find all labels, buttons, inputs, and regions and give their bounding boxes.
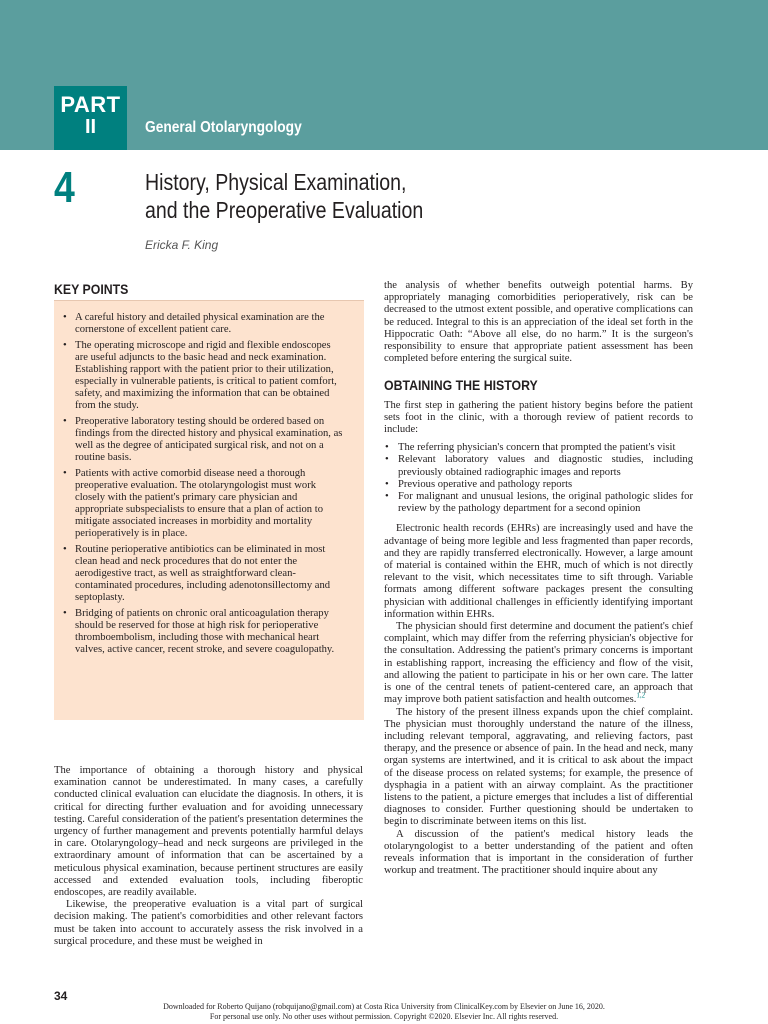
body-paragraph: Likewise, the preoperative evaluation is a vital part of surgical decision making. The patient's comorbidities and other relevant factors must be taken into account to accurately assess the risk involved in a surgical procedure, and these must be weighed in <box>54 899 363 947</box>
key-point-item <box>54 312 364 336</box>
bullet-icon: • <box>63 339 67 351</box>
body-paragraph: The history of the present illness expands upon the chief complaint. The physician must thoroughly understand the nature of the illness, including relevant temporal, aggravating, and relieving factors, past therapy, and the presence or absence of pain. In the head and neck, many organ systems are intertwined, and it is critical to ask about the impact of the disease process on related systems; for example, the presence of dysphagia in a patient with an airway complaint. As the practitioner listens to the patient, a picture emerges that includes a list of differential diagnoses to consider. Further questioning should be undertaken to begin to discriminate between items on this list. <box>384 706 693 828</box>
right-column-body <box>384 280 693 877</box>
key-points-list <box>54 301 364 656</box>
author: Ericka F. King <box>145 238 219 252</box>
list-item-text: Previous operative and pathology reports <box>398 478 573 490</box>
footer <box>0 1002 768 1021</box>
key-point-text: The operating microscope and rigid and flexible endoscopes are useful adjuncts to the basic head and neck examination. Establishing rapport with the patient prior to their utilization, especially in vulnerable patients, is critical to patient comfort, safety, and maximizing the information that can be obtained from the study. <box>75 339 337 412</box>
footer-line1: Downloaded for Roberto Quijano (robquijano@gmail.com) at Costa Rica University from ClinicalKey.com by Elsevier on June 16, 2020. <box>163 1002 605 1011</box>
footer-line2: For personal use only. No other uses without permission. Copyright ©2020. Elsevier Inc. All rights reserved. <box>209 1011 559 1021</box>
body-paragraph: A discussion of the patient's medical history leads the otolaryngologist to a better understanding of the patient and often reveals information that is important in the consideration of further workup and treatment. The practitioner should inquire about any <box>384 828 693 877</box>
body-paragraph: The first step in gathering the patient history begins before the patient sets foot in the clinic, with a thorough review of patient records to include: <box>384 399 693 436</box>
key-point-text: Preoperative laboratory testing should be ordered based on findings from the directed history and physical examination, as well as the degree of anticipated surgical risk, and not on a routine basis. <box>75 415 343 464</box>
key-point-item <box>54 340 364 413</box>
records-list <box>384 442 693 515</box>
bullet-icon: • <box>385 478 389 490</box>
bullet-icon: • <box>63 543 67 555</box>
bullet-icon: • <box>63 312 67 323</box>
list-item-text: For malignant and unusual lesions, the original pathologic slides for review by the pathology department for a second opinion <box>398 491 693 515</box>
part-badge <box>54 86 127 150</box>
reference-link[interactable]: 1,2 <box>636 691 646 700</box>
bullet-icon: • <box>63 415 67 427</box>
page-number: 34 <box>54 989 68 1003</box>
chapter-number: 4 <box>54 163 75 212</box>
chapter-title-line1: History, Physical Examination, <box>145 169 407 195</box>
left-column-body <box>54 765 363 948</box>
list-item-text: Relevant laboratory values and diagnostic studies, including previously obtained radiographic images and reports <box>398 454 693 478</box>
list-item <box>384 479 693 491</box>
paragraph-text: The physician should first determine and document the patient's chief complaint, which may differ from the referring physician's objective for the consultation. Addressing the patient's primary concerns is important in establishing rapport, increasing the efficiency and flow of the visit, and allowing the patient to participate in his or her own care. The latter is one of the central tenets of patient-centered care, an approach that may improve both patient satisfaction and health outcomes. <box>384 621 693 706</box>
part-number: II <box>84 116 97 138</box>
chapter-title-line2: and the Preoperative Evaluation <box>145 197 424 223</box>
part-title: General Otolaryngology <box>145 119 302 136</box>
part-word: PART <box>60 92 121 117</box>
list-item <box>384 442 693 454</box>
list-item <box>384 454 693 478</box>
body-paragraph <box>384 621 693 706</box>
body-paragraph: Electronic health records (EHRs) are increasingly used and have the advantage of being more legible and less fragmented than paper records, and they are rapidly transferred electronically. However, a large amount of material is contained within the EHR, much of which is not directly relevant to the visit, which necessitates time to sift through. Variable formats among different software packages present the consulting physician with additional challenges in efficiently identifying important information within EHRs. <box>384 523 693 620</box>
list-item-text: The referring physician's concern that prompted the patient's visit <box>398 442 676 454</box>
section-heading: OBTAINING THE HISTORY <box>384 377 538 394</box>
body-paragraph: the analysis of whether benefits outweigh potential harms. By appropriately managing comorbidities perioperatively, risk can be decreased to the utmost extent possible, and operative complications can be reduced. Integral to this is an appreciation of the ideal set forth in the Hippocratic Oath: “Above all else, do no harm.” It is the surgeon's responsibility to ensure that appropriate patient assessment has been completed before entering the surgical suite. <box>384 280 693 365</box>
key-point-text: Patients with active comorbid disease need a thorough preoperative evaluation. The otolaryngologist must work closely with the patient's primary care physician and appropriate subspecialists to ensure that a plan of action to mitigate associated increases in morbidity and mortality perioperatively is in place. <box>75 467 323 540</box>
bullet-icon: • <box>63 607 67 619</box>
key-point-item <box>54 608 364 656</box>
bullet-icon: • <box>385 491 389 503</box>
bullet-icon: • <box>385 442 389 454</box>
key-point-text: A careful history and detailed physical examination are the cornerstone of excellent patient care. <box>75 312 325 336</box>
key-point-item <box>54 416 364 464</box>
list-item <box>384 491 693 515</box>
key-points-box <box>54 300 364 720</box>
key-point-text: Bridging of patients on chronic oral anticoagulation therapy should be reserved for those at high risk for perioperative thromboembolism, including those with mechanical heart valves, active cancer, recent stroke, and severe coagulopathy. <box>75 607 335 655</box>
key-point-item <box>54 468 364 541</box>
key-point-item <box>54 544 364 604</box>
key-points-heading: KEY POINTS <box>54 281 129 297</box>
bullet-icon: • <box>63 467 67 479</box>
key-point-text: Routine perioperative antibiotics can be eliminated in most clean head and neck procedures that do not enter the aerodigestive tract, as well as straightforward clean-contaminated procedures, including adenotonsillectomy and septoplasty. <box>75 543 331 604</box>
bullet-icon: • <box>385 454 389 466</box>
chapter-title <box>145 168 570 224</box>
body-paragraph: The importance of obtaining a thorough history and physical examination cannot be underestimated. In many cases, a carefully conducted clinical evaluation can elucidate the diagnosis. In others, it is critical for directing further evaluation and for avoiding unnecessary testing. Careful consideration of the patient's presentation determines the urgency of further management and prevents potentially harmful delays in care. Otolaryngology–head and neck surgeons are privileged in the extraordinary amount of information that can be ascertained by a meticulous physical examination, because pertinent structures are easily accessed and extended evaluation tools, including fiberoptic endoscopes, are readily available. <box>54 765 363 899</box>
